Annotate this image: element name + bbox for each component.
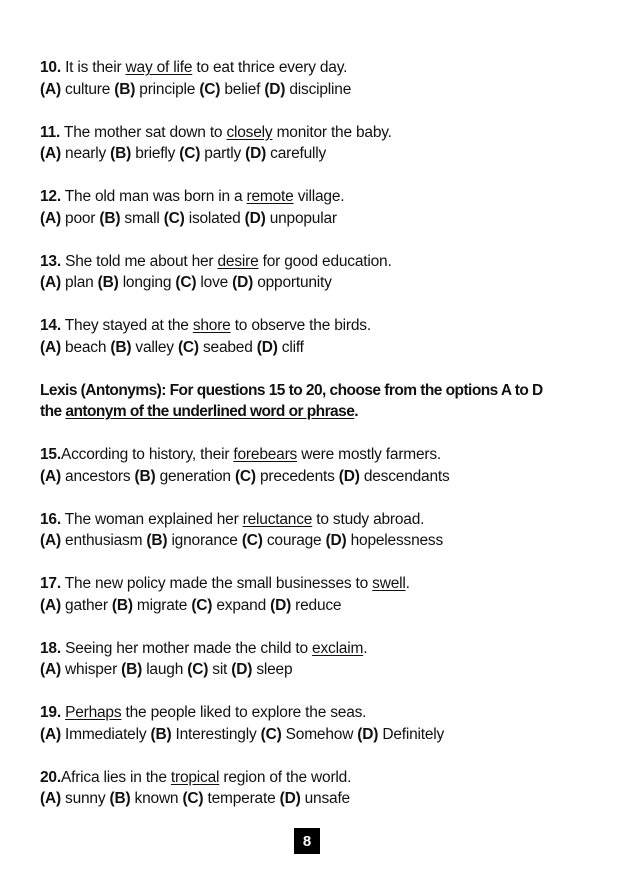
question-stem: 13. She told me about her desire for good education. [40,252,392,270]
question-stem: 16. The woman explained her reluctance to study abroad. [40,510,425,528]
underlined-word: Perhaps [65,704,122,721]
question-options: (A) Immediately (B) Interestingly (C) Somehow (D) Definitely [40,725,445,743]
question-stem: 18. Seeing her mother made the child to exclaim. [40,639,368,657]
question-20 [40,767,600,810]
question-options: (A) nearly (B) briefly (C) partly (D) carefully [40,145,327,162]
question-13 [40,251,600,294]
underlined-word: exclaim [312,639,364,657]
question-options: (A) culture (B) principle (C) belief (D) discipline [40,80,352,98]
section-heading: Lexis (Antonyms): For questions 15 to 20, choose from the options A to D the antonym of the underlined word or phrase. [40,381,543,420]
underlined-word: shore [192,317,231,334]
underlined-word: reluctance [242,510,313,528]
question-stem: 20.Africa lies in the tropical region of the world. [40,768,352,786]
question-stem: 15.According to history, their forebears were mostly farmers. [40,446,442,463]
question-options: (A) ancestors (B) generation (C) precedents (D) descendants [40,467,450,485]
underlined-word: swell [372,575,406,592]
underlined-instruction: antonym of the underlined word or phrase [65,403,355,420]
underlined-word: forebears [233,446,298,463]
question-options: (A) poor (B) small (C) isolated (D) unpopular [40,209,337,227]
question-17 [40,573,600,616]
underlined-word: remote [246,188,294,205]
underlined-word: closely [226,123,273,141]
question-stem: 11. The mother sat down to closely monitor the baby. [40,123,392,141]
underlined-word: tropical [170,768,220,786]
question-19 [40,702,600,745]
question-options: (A) enthusiasm (B) ignorance (C) courage (D) hopelessness [40,532,444,549]
question-stem: 10. It is their way of life to eat thrice every day. [40,59,348,76]
question-stem: 12. The old man was born in a remote village. [40,188,345,205]
question-12 [40,186,600,229]
underlined-word: way of life [125,59,193,76]
underlined-word: desire [217,252,259,270]
question-options: (A) whisper (B) laugh (C) sit (D) sleep [40,661,293,678]
question-15 [40,444,600,487]
question-options: (A) beach (B) valley (C) seabed (D) cliff [40,338,304,356]
question-14 [40,315,600,358]
question-options: (A) plan (B) longing (C) love (D) opportunity [40,274,332,291]
question-10 [40,57,600,100]
question-16 [40,509,600,552]
question-stem: 19. Perhaps the people liked to explore the seas. [40,704,367,721]
question-stem: 14. They stayed at the shore to observe the birds. [40,317,371,334]
page-number-badge: 8 [294,828,320,854]
question-stem: 17. The new policy made the small businesses to swell. [40,575,410,592]
question-11 [40,122,600,165]
page-content [40,57,600,831]
question-options: (A) gather (B) migrate (C) expand (D) reduce [40,596,342,614]
question-options: (A) sunny (B) known (C) temperate (D) unsafe [40,790,350,807]
question-18 [40,638,600,681]
